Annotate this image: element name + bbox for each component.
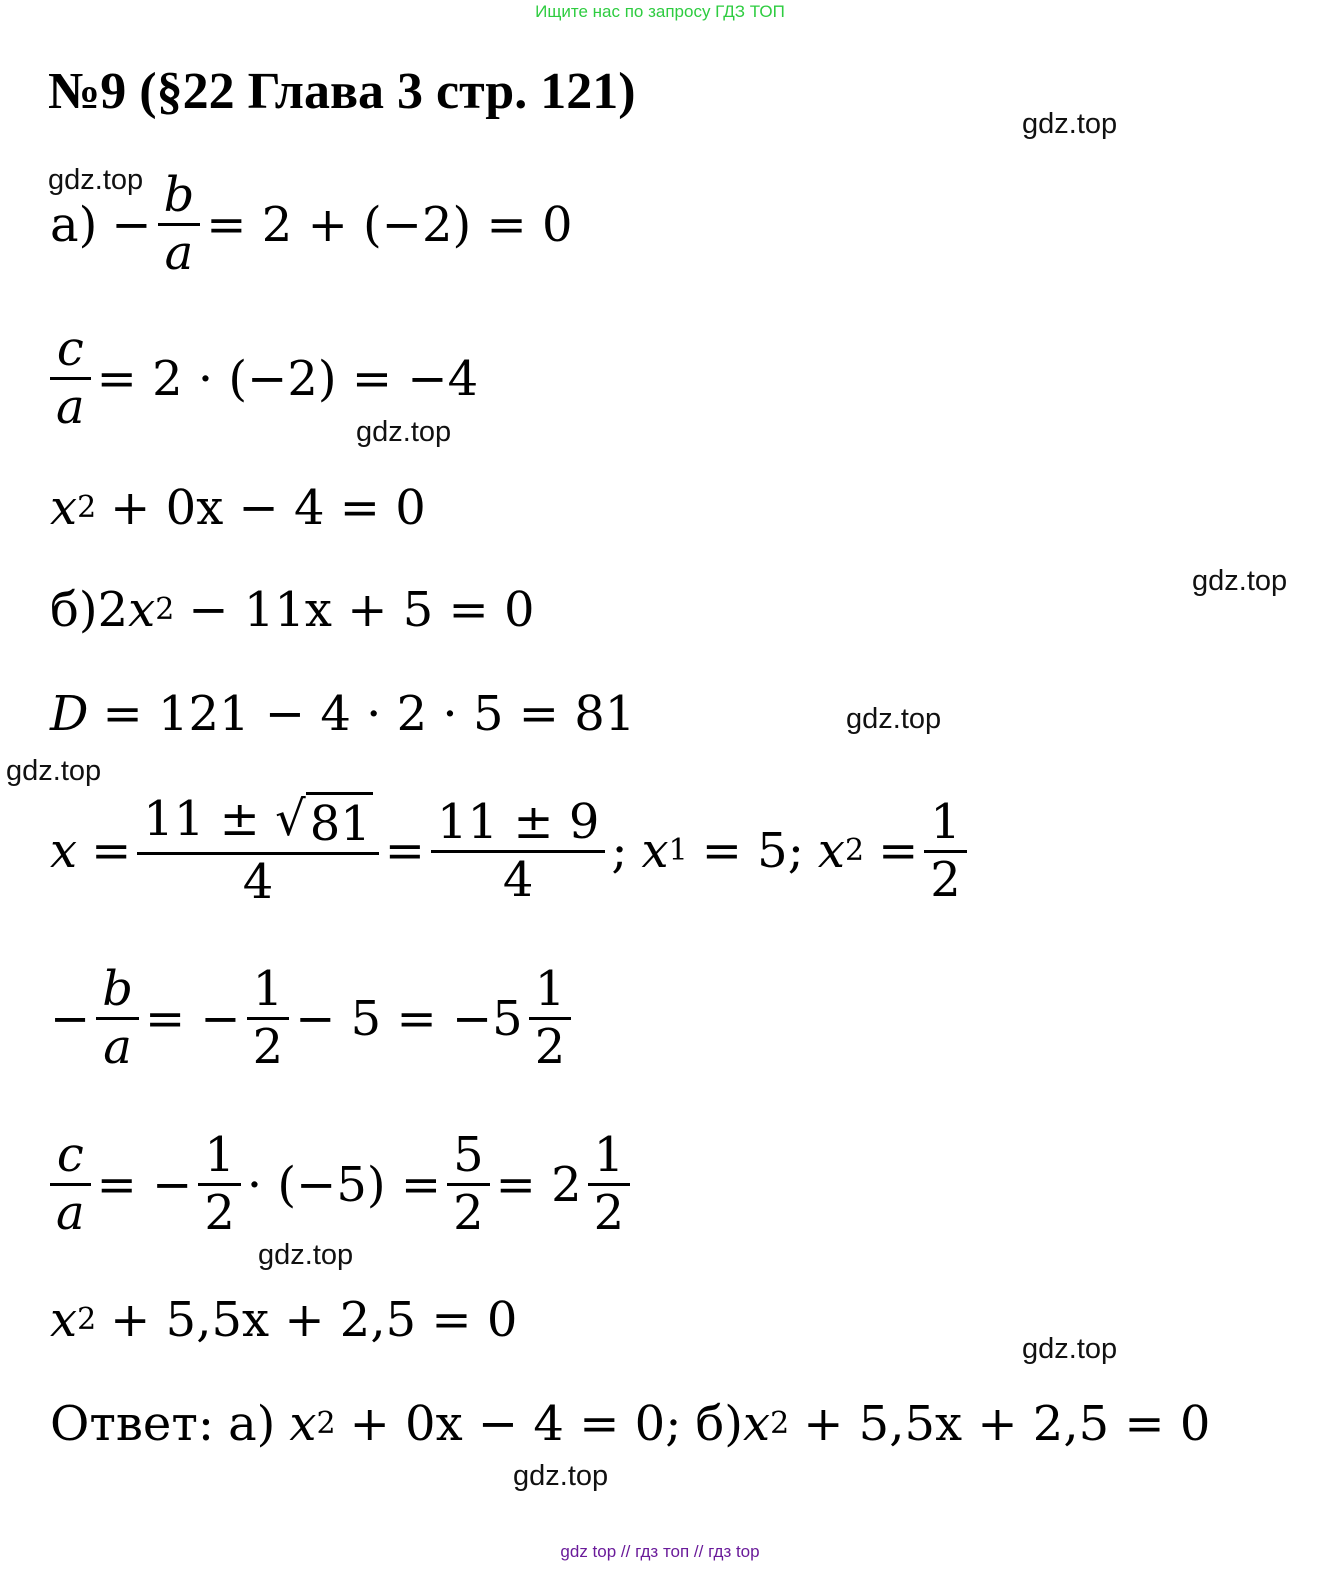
line-b-final: x 2 + 5,5x + 2,5 = 0	[50, 1292, 518, 1348]
label-b: б)	[50, 582, 98, 638]
watermark: gdz.top	[356, 416, 452, 448]
page-title: №9 (§22 Глава 3 стр. 121)	[48, 63, 636, 120]
fraction-one-half: $\frac{1}{2}$	[247, 962, 290, 1075]
line-b-product: $\frac{c}{a}$ = − $\frac{1}{2}$ · (−5) = $\frac{5}{2}$ = 2 $\frac{1}{2}$	[50, 1128, 636, 1241]
answer-b-label: б)	[695, 1396, 744, 1452]
fraction-five-halves: $\frac{5}{2}$	[447, 1128, 490, 1241]
discriminant: = 121 − 4 · 2 · 5 = 81	[102, 686, 636, 742]
answer-b-equation: + 5,5x + 2,5 = 0	[803, 1396, 1211, 1452]
fraction-one-half: $\frac{1}{2}$	[529, 962, 572, 1075]
fraction-b-over-a: $\frac{b}{a}$	[158, 168, 201, 281]
answer-label: Ответ:	[50, 1396, 215, 1452]
answer-a-equation: + 0x − 4 = 0;	[349, 1396, 682, 1452]
watermark: gdz.top	[513, 1460, 609, 1492]
line-a-equation: x 2 + 0x − 4 = 0	[50, 480, 426, 536]
final-equation: + 5,5x + 2,5 = 0	[110, 1292, 518, 1348]
line-b-sum: − $\frac{b}{a}$ = − $\frac{1}{2}$ − 5 = −5 $\frac{1}{2}$	[50, 962, 577, 1075]
line-a-sum: а) − $\frac{b}{a}$ = 2 + (−2) = 0	[50, 167, 573, 282]
line-discriminant: D = 121 − 4 · 2 · 5 = 81	[50, 686, 636, 742]
watermark: gdz.top	[1192, 565, 1288, 597]
footer-links[interactable]: gdz top // гдз топ // гдз top	[560, 1542, 760, 1561]
sum-value: − 5 = −5	[295, 990, 523, 1047]
watermark: gdz.top	[1022, 1333, 1118, 1365]
equation-b: − 11x + 5 = 0	[188, 582, 535, 638]
fraction-b-over-a: $\frac{b}{a}$	[96, 962, 139, 1075]
vieta-sum: = 2 + (−2) = 0	[206, 196, 573, 253]
watermark: gdz.top	[258, 1239, 354, 1271]
fraction-root-value: $\frac{11 \pm 9}{4}$	[431, 795, 605, 908]
fraction-c-over-a: $\frac{c}{a}$	[50, 322, 91, 435]
answer-line: Ответ: а) x 2 + 0x − 4 = 0; б) x 2 + 5,5x + 2,5 = 0	[50, 1396, 1211, 1452]
watermark: gdz.top	[48, 164, 144, 196]
fraction-one-half: $\frac{1}{2}$	[198, 1128, 241, 1241]
equation-a: + 0x − 4 = 0	[110, 480, 426, 536]
label-a: а)	[50, 196, 98, 253]
line-b-equation: б) 2 x 2 − 11x + 5 = 0	[50, 582, 535, 638]
answer-a-label: а)	[228, 1396, 276, 1452]
watermark: gdz.top	[6, 755, 102, 787]
line-a-product	[50, 322, 478, 435]
search-banner: Ищите нас по запросу ГДЗ ТОП	[535, 2, 785, 21]
root-x1: = 5;	[701, 823, 804, 880]
fraction-root-formula: 11 ± √ 81 4	[137, 792, 378, 910]
fraction-c-over-a: $\frac{c}{a}$	[50, 1128, 91, 1241]
fraction-one-half: $\frac{1}{2}$	[588, 1128, 631, 1241]
watermark: gdz.top	[846, 703, 942, 735]
product-value: · (−5) =	[246, 1156, 442, 1213]
watermark: gdz.top	[1022, 108, 1118, 140]
line-roots: x = 11 ± √ 81 4 = $\frac{11 \pm 9}{4}$ ; x 1 = 5; x 2 = $\frac{1}{2}$	[50, 792, 973, 910]
root-x2: $\frac{1}{2}$	[924, 795, 967, 908]
vieta-product: = 2 · (−2) = −4	[96, 350, 479, 407]
